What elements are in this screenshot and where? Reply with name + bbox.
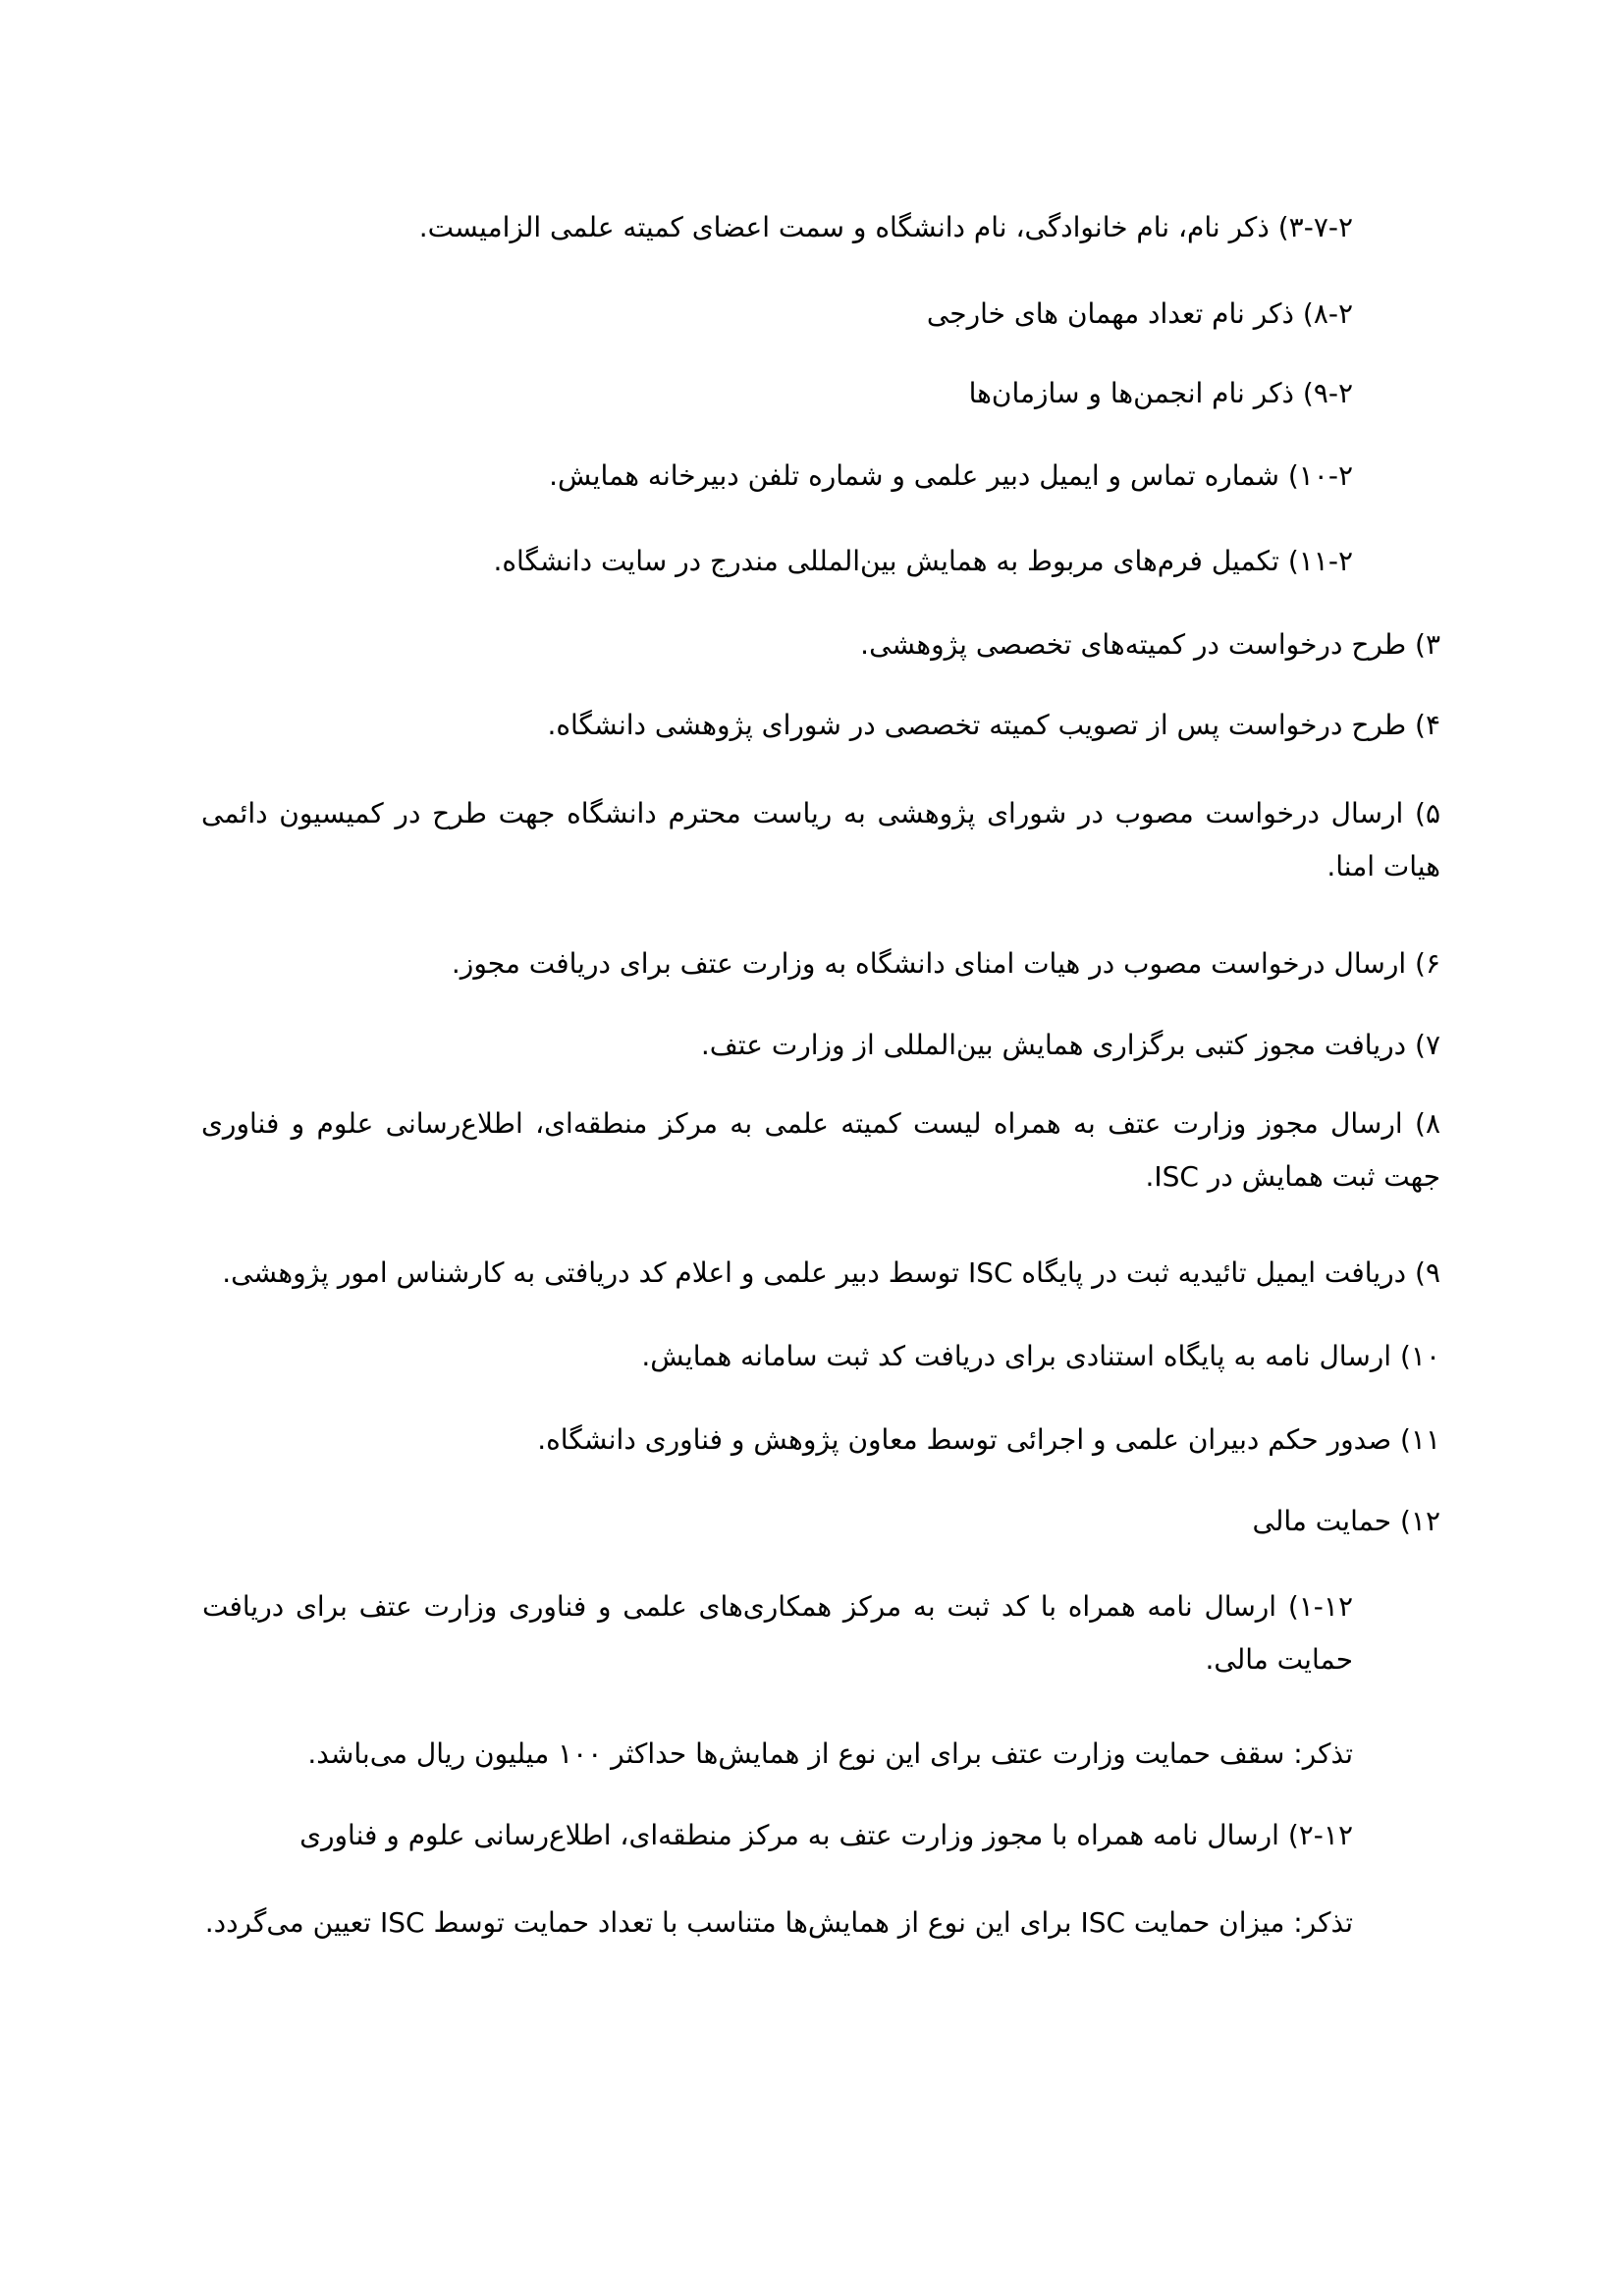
item-5: ۵) ارسال درخواست مصوب در شورای پژوهشی به ریاست محترم دانشگاه جهت طرح در کمیسیون دائمی هیات امنا.	[201, 797, 1440, 882]
item-2-11: ۱۱-۲) تکمیل فرم‌های مربوط به همایش بین‌المللی مندرج در سایت دانشگاه.	[493, 545, 1353, 577]
item-4: ۴) طرح درخواست پس از تصویب کمیته تخصصی در شورای پژوهشی دانشگاه.	[547, 709, 1440, 741]
item-12-2: ۲-۱۲) ارسال نامه همراه با مجوز وزارت عتف به مرکز منطقه‌ای، اطلاع‌رسانی علوم و فناوری	[299, 1819, 1353, 1851]
item-2-7-3: ۳-۷-۲) ذکر نام، نام خانوادگی، نام دانشگاه و سمت اعضای کمیته علمی الزامیست.	[418, 211, 1353, 243]
item-6: ۶) ارسال درخواست مصوب در هیات امنای دانشگاه به وزارت عتف برای دریافت مجوز.	[451, 947, 1440, 980]
item-2-8: ۸-۲) ذکر نام تعداد مهمان های خارجی	[926, 297, 1353, 330]
item-9: ۹) دریافت ایمیل تائیدیه ثبت در پایگاه ISC توسط دبیر علمی و اعلام کد دریافتی به کارشناس امور پژوهشی.	[222, 1256, 1440, 1289]
item-7: ۷) دریافت مجوز کتبی برگزاری همایش بین‌المللی از وزارت عتف.	[700, 1029, 1440, 1061]
item-3: ۳) طرح درخواست در کمیته‌های تخصصی پژوهشی.	[860, 628, 1440, 661]
item-11: ۱۱) صدور حکم دبیران علمی و اجرائی توسط معاون پژوهش و فناوری دانشگاه.	[537, 1423, 1440, 1456]
item-2-10: ۱۰-۲) شماره تماس و ایمیل دبیر علمی و شماره تلفن دبیرخانه همایش.	[549, 459, 1353, 492]
item-12: ۱۲) حمایت مالی	[1252, 1505, 1440, 1537]
item-12-1: ۱-۱۲) ارسال نامه همراه با کد ثبت به مرکز همکاری‌های علمی و فناوری وزارت عتف برای دریافت حمایت مالی.	[202, 1590, 1353, 1676]
item-8: ۸) ارسال مجوز وزارت عتف به همراه لیست کمیته علمی به مرکز منطقه‌ای، اطلاع‌رسانی علوم و فناوری جهت ثبت همایش در ISC.	[201, 1107, 1440, 1193]
item-2-9: ۹-۲) ذکر نام انجمن‌ها و سازمان‌ها	[968, 377, 1353, 409]
note-1: تذکر: سقف حمایت وزارت عتف برای این نوع از همایش‌ها حداکثر ۱۰۰ میلیون ریال می‌باشد.	[307, 1737, 1353, 1770]
note-2: تذکر: میزان حمایت ISC برای این نوع از همایش‌ها متناسب با تعداد حمایت توسط ISC تعیین می‌گردد.	[204, 1906, 1353, 1939]
item-10: ۱۰) ارسال نامه به پایگاه استنادی برای دریافت کد ثبت سامانه همایش.	[641, 1340, 1440, 1372]
